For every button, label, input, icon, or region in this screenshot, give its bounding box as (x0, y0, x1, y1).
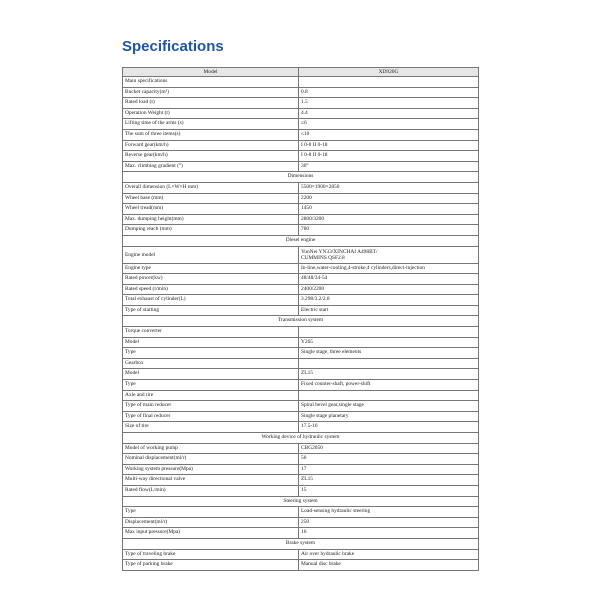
spec-value: CBG2050 (299, 443, 479, 454)
spec-label: Reverse gear(km/h) (123, 151, 299, 162)
spec-label: Main specifications (123, 77, 299, 88)
spec-label: Size of tire (123, 422, 299, 433)
header-cell-model-name: XD920G (299, 68, 479, 77)
spec-value (299, 327, 479, 338)
spec-label: Wheel tread(mm) (123, 204, 299, 215)
spec-row (123, 87, 479, 98)
spec-value: I 0-8 II 0-18 (299, 151, 479, 162)
spec-row (123, 422, 479, 433)
section-header-row (123, 496, 479, 507)
spec-row (123, 151, 479, 162)
spec-value-line: YunNei YN33/XINCHAI A498BT/ (301, 248, 378, 255)
spec-value: 3.298/3.2/2.8 (299, 295, 479, 306)
spec-row (123, 380, 479, 391)
spec-value: Fixed counter-shaft, power-shift (299, 380, 479, 391)
spec-label: Multi-way directional valve (123, 475, 299, 486)
spec-value: Single stage, three elements (299, 348, 479, 359)
spec-label: Max input pressure(Mpa) (123, 528, 299, 539)
spec-label: Wheel base (mm) (123, 193, 299, 204)
spec-row (123, 517, 479, 528)
spec-value: 17.5-16 (299, 422, 479, 433)
header-cell-model: Model (123, 68, 299, 77)
spec-value: 16 (299, 528, 479, 539)
spec-label: Lifting time of the arms (s) (123, 119, 299, 130)
section-title: Diesel engine (123, 235, 479, 246)
section-title: Working device of hydraulic system (123, 433, 479, 444)
spec-row (123, 284, 479, 295)
section-header-row (123, 172, 479, 183)
spec-value: 30° (299, 161, 479, 172)
spec-label: Engine type (123, 263, 299, 274)
spec-label: Type of traveling brake (123, 549, 299, 560)
spec-row (123, 305, 479, 316)
spec-label: Displacement(ml/r) (123, 517, 299, 528)
spec-value: Electric start (299, 305, 479, 316)
spec-label: Rated load (t) (123, 98, 299, 109)
spec-value: 5500×1900×2850 (299, 182, 479, 193)
spec-value (299, 358, 479, 369)
spec-row (123, 274, 479, 285)
spec-value (299, 77, 479, 88)
spec-label: Max. climbing gradient (°) (123, 161, 299, 172)
spec-label: Model (123, 337, 299, 348)
spec-value: ZL15 (299, 369, 479, 380)
section-header-row (123, 316, 479, 327)
spec-table (122, 67, 479, 571)
spec-label: Type of final reducer (123, 411, 299, 422)
spec-label: Nominal displacement(ml/r) (123, 454, 299, 465)
spec-value: 1450 (299, 204, 479, 215)
spec-label: The sum of three items(s) (123, 129, 299, 140)
spec-row (123, 295, 479, 306)
spec-row (123, 401, 479, 412)
spec-row (123, 464, 479, 475)
spec-label: Rated power(kw) (123, 274, 299, 285)
spec-value: 2400/2200 (299, 284, 479, 295)
spec-value: 780 (299, 225, 479, 236)
spec-label: Total exhaust of cylinder(L) (123, 295, 299, 306)
spec-label: Model of working pump (123, 443, 299, 454)
spec-value: 50 (299, 454, 479, 465)
spec-label: Type of parking brake (123, 560, 299, 571)
spec-value: ≤6 (299, 119, 479, 130)
spec-label: Overall dimension (L×W×H mm) (123, 182, 299, 193)
section-title: Brake system (123, 538, 479, 549)
spec-value: Manual disc brake (299, 560, 479, 571)
spec-value (299, 246, 479, 263)
spec-value: Single stage planetary (299, 411, 479, 422)
spec-value: Spiral bevel gear,single stage (299, 401, 479, 412)
spec-value: 2200 (299, 193, 479, 204)
spec-row (123, 369, 479, 380)
spec-value: 2800/3200 (299, 214, 479, 225)
spec-value: 48/48/34-54 (299, 274, 479, 285)
spec-row (123, 485, 479, 496)
spec-value: In-line,water-cooling,4-stroke,4 cylinders,direct-injection (299, 263, 479, 274)
page-title: Specifications (122, 38, 224, 55)
spec-row (123, 214, 479, 225)
spec-row (123, 98, 479, 109)
spec-value-line: CUMMINS QSF2.8 (301, 254, 345, 261)
spec-label: Rated speed (r/min) (123, 284, 299, 295)
spec-row (123, 182, 479, 193)
spec-value: 0.8 (299, 87, 479, 98)
spec-label: Dumping reach (mm) (123, 225, 299, 236)
spec-label: Torque converter (123, 327, 299, 338)
spec-label: Type of starting (123, 305, 299, 316)
spec-row (123, 119, 479, 130)
spec-row (123, 246, 479, 263)
spec-row (123, 411, 479, 422)
spec-row (123, 129, 479, 140)
spec-value: ≤10 (299, 129, 479, 140)
spec-row (123, 528, 479, 539)
spec-label: Engine model (123, 246, 299, 263)
spec-value: 4.4 (299, 108, 479, 119)
spec-label: Working system pressure(Mpa) (123, 464, 299, 475)
spec-label: Bucket capacity(m³) (123, 87, 299, 98)
spec-label: Gearbox (123, 358, 299, 369)
spec-label: Model (123, 369, 299, 380)
spec-value: I 0-8 II 0-18 (299, 140, 479, 151)
spec-value: 15 (299, 485, 479, 496)
spec-row (123, 475, 479, 486)
table-header-row (123, 68, 479, 77)
spec-row (123, 507, 479, 518)
section-header-row (123, 433, 479, 444)
spec-value: 17 (299, 464, 479, 475)
spec-value: Y265 (299, 337, 479, 348)
spec-row (123, 454, 479, 465)
spec-value: ZL15 (299, 475, 479, 486)
spec-value: 1.5 (299, 98, 479, 109)
spec-row (123, 225, 479, 236)
spec-value: Load-sensing hydraulic steering (299, 507, 479, 518)
spec-row (123, 204, 479, 215)
spec-value (299, 390, 479, 401)
spec-row (123, 337, 479, 348)
spec-value: Air over hydraulic brake (299, 549, 479, 560)
spec-label: Type (123, 507, 299, 518)
section-title: Dimensions (123, 172, 479, 183)
spec-row (123, 549, 479, 560)
subsection-row (123, 358, 479, 369)
section-title: Transmission system (123, 316, 479, 327)
spec-label: Type of main reducer (123, 401, 299, 412)
spec-row (123, 140, 479, 151)
subsection-row (123, 390, 479, 401)
spec-row (123, 108, 479, 119)
spec-row (123, 193, 479, 204)
spec-row (123, 161, 479, 172)
spec-row (123, 348, 479, 359)
section-header-row (123, 538, 479, 549)
subsection-row (123, 327, 479, 338)
spec-label: Type (123, 348, 299, 359)
spec-value: 250 (299, 517, 479, 528)
spec-row (123, 443, 479, 454)
spec-label: Rated flow(L/min) (123, 485, 299, 496)
spec-label: Type (123, 380, 299, 391)
spec-label: Forward gear(km/h) (123, 140, 299, 151)
subsection-row (123, 77, 479, 88)
spec-label: Operation Weight (t) (123, 108, 299, 119)
spec-label: Axle and tire (123, 390, 299, 401)
spec-label: Max. dumping height(mm) (123, 214, 299, 225)
section-header-row (123, 235, 479, 246)
spec-row (123, 263, 479, 274)
spec-row (123, 560, 479, 571)
section-title: Steering system (123, 496, 479, 507)
